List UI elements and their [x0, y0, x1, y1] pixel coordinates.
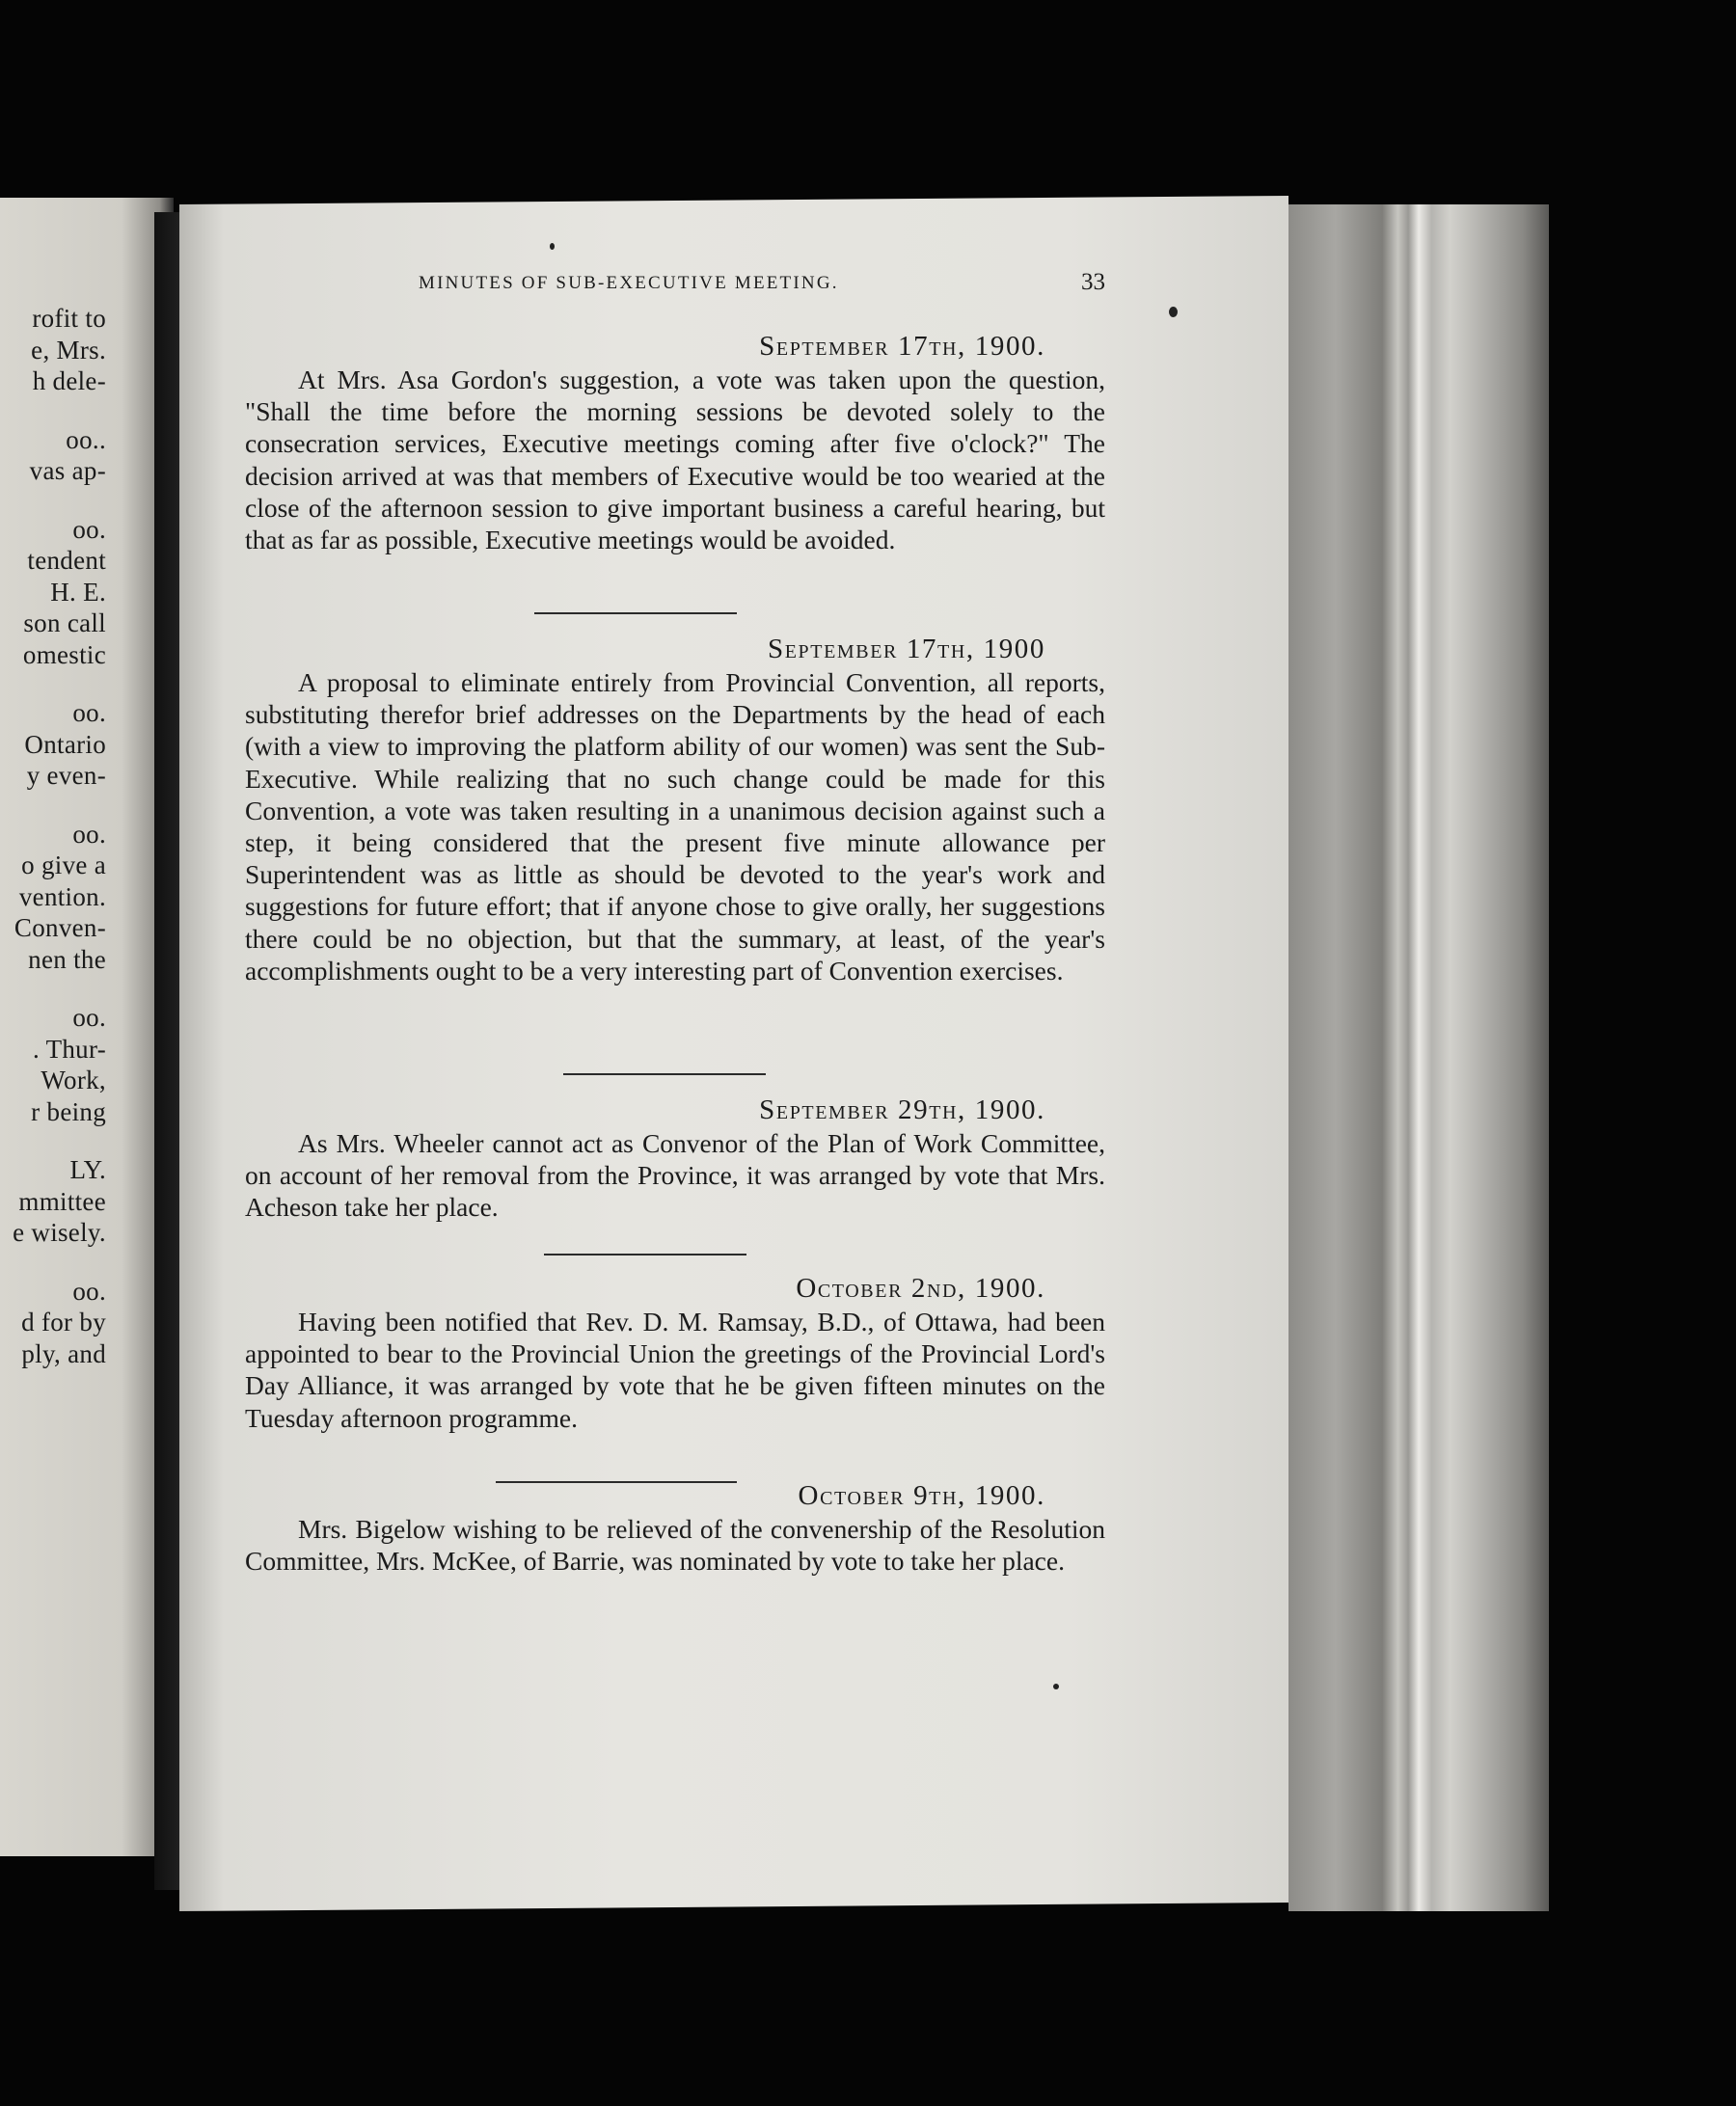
- left-page: [0, 198, 174, 1856]
- left-page-line: o give a: [21, 850, 106, 879]
- entry-5: [245, 1478, 1105, 1577]
- entry-3: [245, 1093, 1105, 1224]
- page-edges: [1288, 204, 1549, 1911]
- entry-date: October 2nd, 1900.: [796, 1273, 1045, 1304]
- left-page-line: e, Mrs.: [31, 335, 106, 364]
- entry-date: September 17th, 1900: [768, 634, 1045, 664]
- entry-text: As Mrs. Wheeler cannot act as Convenor of the Plan of Work Committee, on account of her removal from the Province, it was arranged by vote that Mrs. Acheson take her place.: [245, 1128, 1105, 1223]
- left-page-line: Conven-: [14, 913, 106, 942]
- entry-date: October 9th, 1900.: [798, 1480, 1045, 1511]
- entry-1: [245, 329, 1105, 555]
- section-divider: [544, 1254, 746, 1256]
- left-page-line: . Thur-: [32, 1034, 106, 1064]
- left-page-line: tendent: [27, 546, 106, 575]
- left-page-line: oo..: [66, 424, 106, 454]
- entry-text: Having been notified that Rev. D. M. Ramsay, B.D., of Ottawa, had been appointed to bear to the Provincial Union the greetings of the Provincial Lord's Day Alliance, it was arranged by vote that he be given fifteen minutes on the Tuesday afternoon programme.: [245, 1307, 1105, 1433]
- left-page-line: vention.: [18, 881, 106, 911]
- entry-text: At Mrs. Asa Gordon's suggestion, a vote was taken upon the question, "Shall the time before the morning sessions be devoted solely to the consecration services, Executive meetings coming after five o'clock?" The decision arrived at was that members of Executive would be too wearied at the close of the afternoon session to give important business a careful hearing, but that as far as possible, Executive meetings would be avoided.: [245, 364, 1105, 555]
- left-page-line: Ontario: [24, 729, 106, 759]
- left-page-line: y even-: [26, 761, 106, 790]
- left-page-line: r being: [31, 1096, 106, 1126]
- left-page-line: rofit to: [32, 304, 106, 333]
- running-head: [245, 269, 1105, 302]
- page-number: 33: [1081, 269, 1105, 295]
- left-page-line: oo.: [72, 1003, 106, 1032]
- left-page-line: nen the: [28, 944, 106, 974]
- ink-speck: [1169, 307, 1178, 317]
- left-page-line: H. E.: [50, 577, 106, 607]
- section-divider: [563, 1073, 766, 1075]
- left-page-line: Work,: [41, 1066, 106, 1094]
- running-head-title: MINUTES OF SUB-EXECUTIVE MEETING.: [419, 273, 839, 293]
- section-divider: [534, 612, 737, 614]
- entry-text: A proposal to eliminate entirely from Provincial Convention, all reports, substituting therefor brief addresses on the Departments by the head of each (with a view to improving the platform ability of our women) was sent the Sub-Executive. While realizing that no such change could be made for this Convention, a vote was taken resulting in a unanimous decision against such a step, it being considered that the present five minute allowance per Superintendent was as little as should be devoted to the year's work and suggestions for future effort; that if anyone chose to give orally, her suggestions there could be no objection, but that the summary, at least, of the year's accomplishments ought to be a very interesting part of Convention exercises.: [245, 667, 1105, 986]
- left-page-line: son call: [23, 608, 106, 637]
- left-page-line: oo.: [72, 819, 106, 849]
- left-page-line: h dele-: [32, 366, 106, 395]
- entry-4: [245, 1271, 1105, 1434]
- left-page-line: oo.: [72, 698, 106, 727]
- ink-speck: [550, 243, 555, 250]
- left-page-line: mmittee: [18, 1186, 106, 1216]
- entry-2: [245, 632, 1105, 986]
- left-page-line: oo.: [72, 514, 106, 544]
- left-page-line: LY.: [69, 1155, 106, 1184]
- left-page-line: e wisely.: [13, 1218, 106, 1247]
- entry-date: September 17th, 1900.: [759, 331, 1045, 362]
- left-page-line: oo.: [72, 1276, 106, 1306]
- ink-speck: [1053, 1684, 1059, 1689]
- entry-date: September 29th, 1900.: [759, 1094, 1045, 1125]
- left-page-line: omestic: [22, 639, 106, 669]
- left-page-line: vas ap-: [29, 456, 106, 485]
- entry-text: Mrs. Bigelow wishing to be relieved of the convenership of the Resolution Committee, Mrs. McKee, of Barrie, was nominated by vote to take her place.: [245, 1514, 1105, 1577]
- left-page-line: d for by: [21, 1308, 106, 1336]
- left-page-line: ply, and: [21, 1338, 106, 1368]
